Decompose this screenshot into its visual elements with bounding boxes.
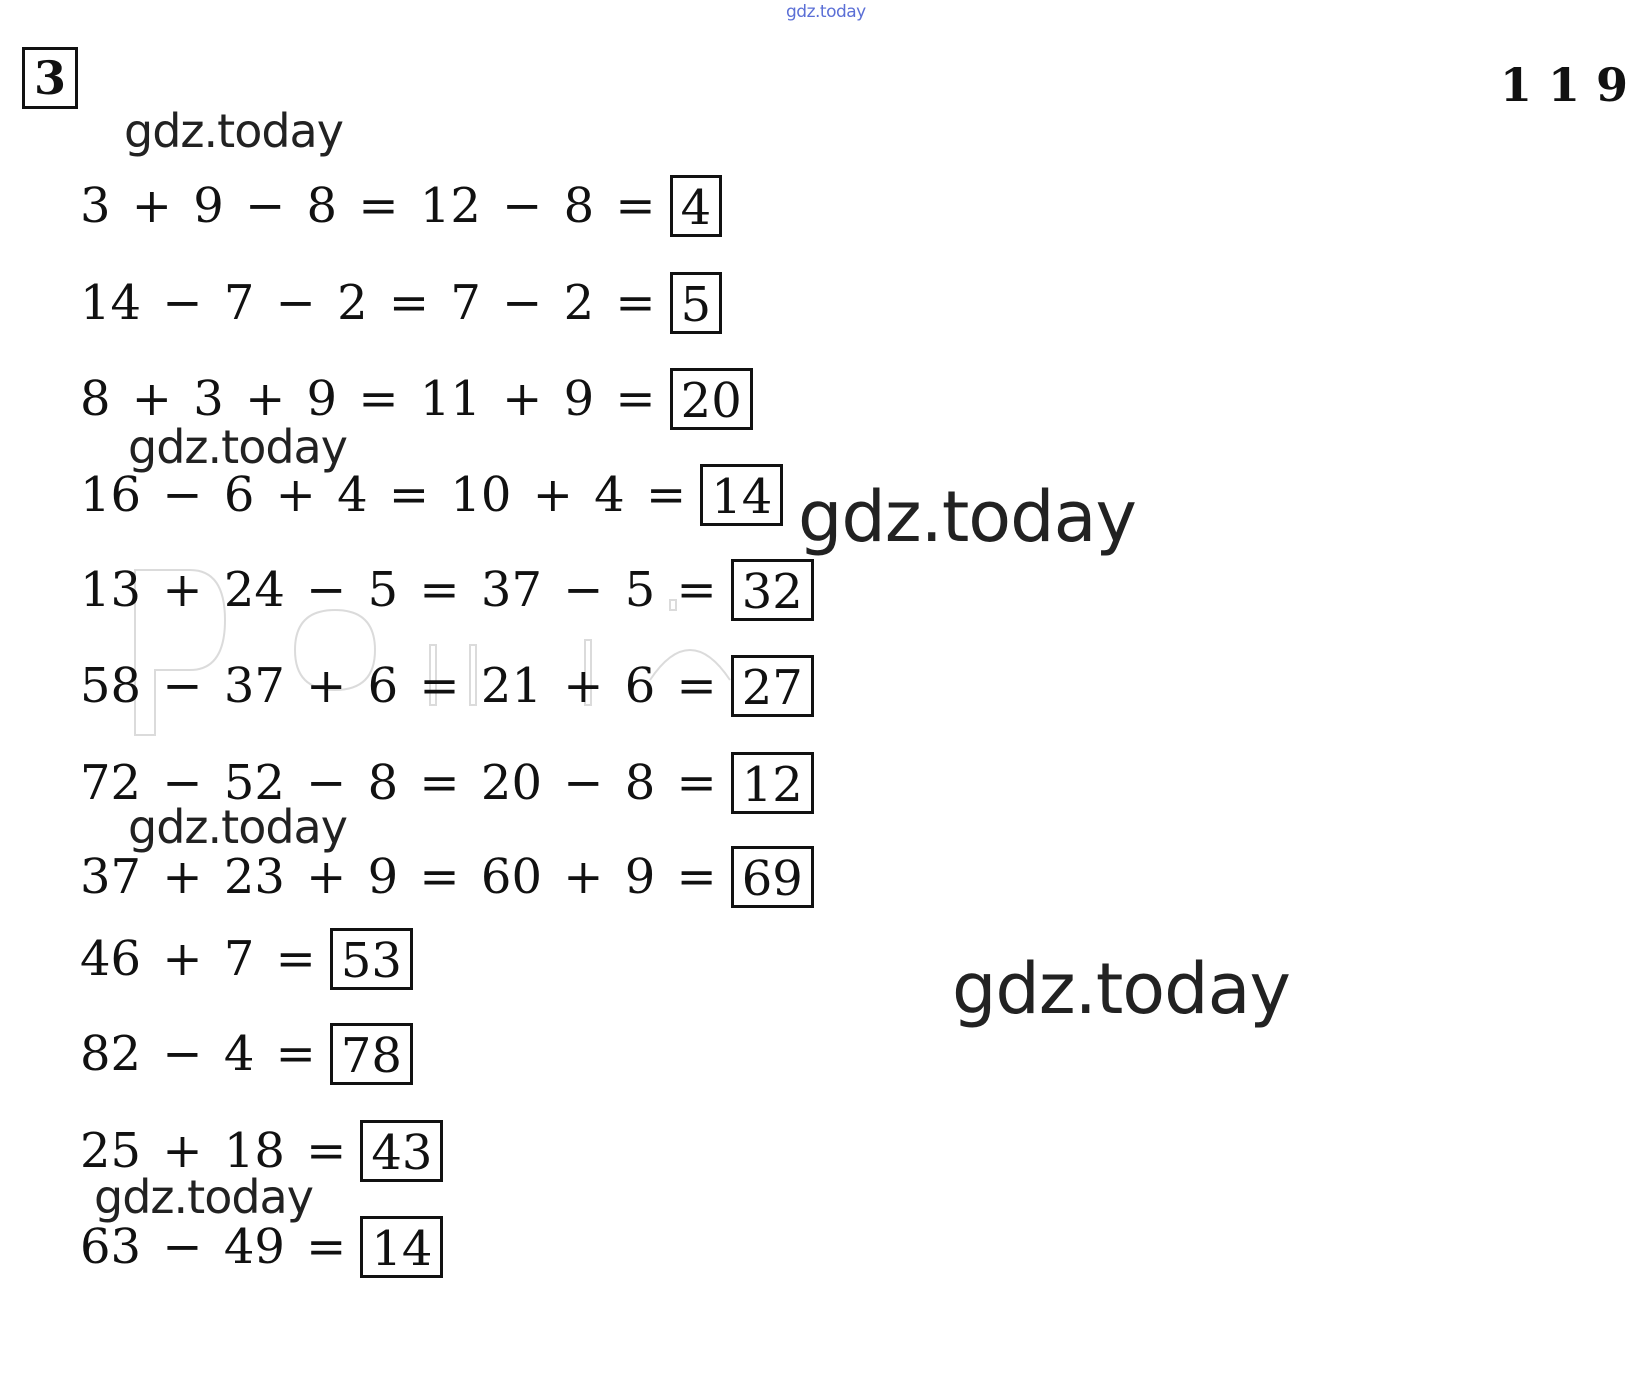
equation-expression: 8 + 3 + 9 = 11 + 9 =	[80, 371, 656, 427]
answer-box: 20	[670, 368, 753, 430]
equation-expression: 14 − 7 − 2 = 7 − 2 =	[80, 275, 656, 331]
answer-box: 53	[330, 928, 413, 990]
answer-box: 4	[670, 175, 723, 237]
equation-expression: 58 − 37 + 6 = 21 + 6 =	[80, 658, 717, 714]
equation-expression: 16 − 6 + 4 = 10 + 4 =	[80, 467, 687, 523]
answer-box: 5	[670, 272, 723, 334]
equation-row	[80, 559, 814, 621]
equation-expression: 25 + 18 =	[80, 1123, 347, 1179]
answer-box: 78	[330, 1023, 413, 1085]
watermark-text: gdz.today	[94, 1170, 313, 1224]
answer-box: 14	[360, 1216, 443, 1278]
watermark-text: gdz.today	[952, 948, 1290, 1030]
equation-expression: 82 − 4 =	[80, 1026, 316, 1082]
answer-box: 12	[731, 752, 814, 814]
equation-row	[80, 272, 722, 334]
equation-row	[80, 928, 413, 990]
answer-box: 14	[700, 464, 783, 526]
equation-row	[80, 175, 722, 237]
corner-text-fragment: 1 1 9	[1500, 62, 1629, 108]
equation-expression: 37 + 23 + 9 = 60 + 9 =	[80, 849, 717, 905]
equation-row	[80, 1216, 443, 1278]
equation-expression: 46 + 7 =	[80, 931, 316, 987]
equation-expression: 63 − 49 =	[80, 1219, 347, 1275]
equation-row	[80, 1023, 413, 1085]
equation-expression: 13 + 24 − 5 = 37 − 5 =	[80, 562, 717, 618]
equation-expression: 3 + 9 − 8 = 12 − 8 =	[80, 178, 656, 234]
watermark-text: gdz.today	[128, 800, 347, 854]
task-number: 3	[22, 47, 78, 109]
equation-row	[80, 655, 814, 717]
watermark-text: gdz.today	[798, 476, 1136, 558]
answer-box: 43	[360, 1120, 443, 1182]
watermark-text: gdz.today	[124, 104, 343, 158]
answer-box: 32	[731, 559, 814, 621]
equation-expression: 72 − 52 − 8 = 20 − 8 =	[80, 755, 717, 811]
answer-box: 69	[731, 846, 814, 908]
top-watermark: gdz.today	[786, 2, 866, 22]
equation-row	[80, 846, 814, 908]
answer-box: 27	[731, 655, 814, 717]
watermark-text: gdz.today	[128, 420, 347, 474]
